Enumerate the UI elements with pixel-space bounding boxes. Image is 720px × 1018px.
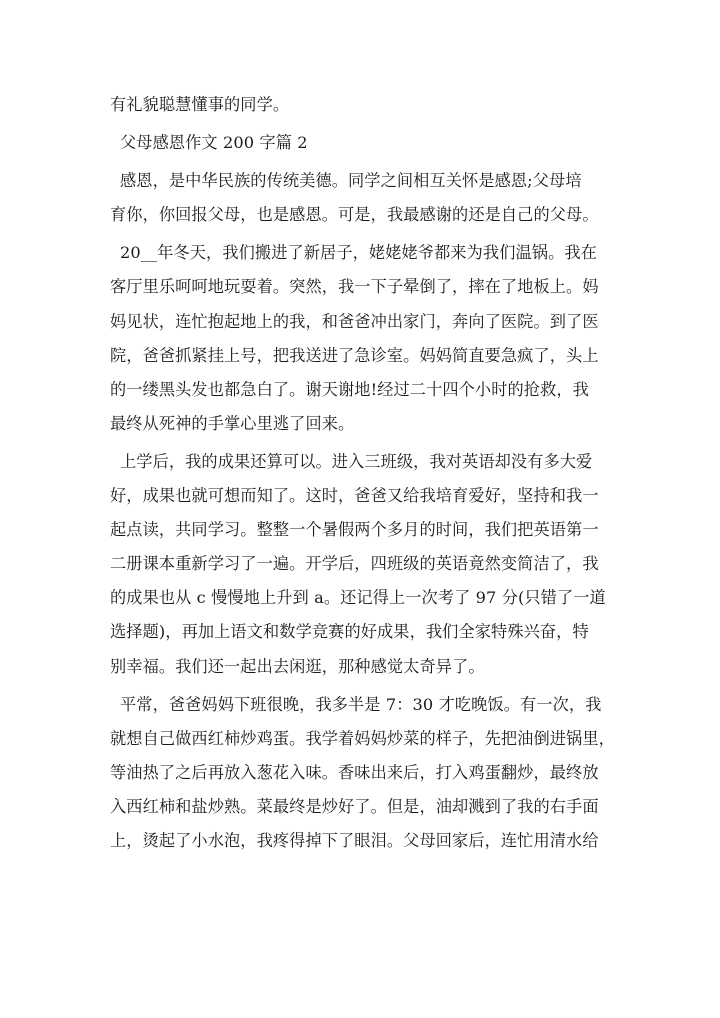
paragraph-line: 的成果也从 c 慢慢地上升到 a。还记得上一次考了 97 分(只错了一道 — [110, 588, 606, 608]
paragraph-school — [110, 445, 610, 684]
paragraph-line: 就想自己做西红柿炒鸡蛋。我学着妈妈炒菜的样子，先把油倒进锅里， — [110, 728, 615, 748]
paragraph-line: 育你，你回报父母，也是感恩。可是，我最感谢的还是自己的父母。 — [110, 205, 599, 225]
essay-heading: 父母感恩作文 200 字篇 2 — [120, 133, 308, 153]
paragraph-line: 二册课本重新学习了一遍。开学后，四班级的英语竟然变简洁了，我 — [110, 554, 599, 574]
paragraph-line: 的一缕黑头发也都急白了。谢天谢地!经过二十四个小时的抢救，我 — [110, 379, 589, 399]
paragraph-line: 感恩，是中华民族的传统美德。同学之间相互关怀是感恩;父母培 — [120, 171, 582, 191]
intro-line: 有礼貌聪慧懂事的同学。 — [110, 95, 290, 114]
paragraph-new-home — [110, 236, 610, 441]
paragraph-line: 别幸福。我们还一起出去闲逛，那种感觉太奇异了。 — [110, 656, 485, 676]
paragraph-line: 最终从死神的手掌心里逃了回来。 — [110, 413, 355, 433]
paragraph-line: 客厅里乐呵呵地玩耍着。突然，我一下子晕倒了，摔在了地板上。妈 — [110, 277, 599, 297]
paragraph-gratitude — [110, 164, 610, 232]
paragraph-line: 20__年冬天，我们搬进了新居子，姥姥姥爷都来为我们温锅。我在 — [120, 243, 597, 263]
essay-body — [110, 88, 615, 858]
paragraph-line: 等油热了之后再放入葱花入味。香味出来后，打入鸡蛋翻炒，最终放 — [110, 762, 599, 782]
paragraph-cooking — [110, 688, 615, 858]
paragraph-line: 起点读，共同学习。整整一个暑假两个多月的时间，我们把英语第一 — [110, 520, 599, 540]
paragraph-line: 平常，爸爸妈妈下班很晚，我多半是 7：30 才吃晚饭。有一次，我 — [120, 694, 602, 714]
paragraph-line: 上学后，我的成果还算可以。进入三班级，我对英语却没有多大爱 — [120, 451, 593, 471]
paragraph-line: 入西红柿和盐炒熟。菜最终是炒好了。但是，油却溅到了我的右手面 — [110, 796, 599, 816]
paragraph-line: 好，成果也就可想而知了。这时，爸爸又给我培育爱好，坚持和我一 — [110, 486, 599, 506]
paragraph-line: 上，烫起了小水泡，我疼得掉下了眼泪。父母回家后，连忙用清水给 — [110, 830, 599, 850]
paragraph-line: 院，爸爸抓紧挂上号，把我送进了急诊室。妈妈简直要急疯了，头上 — [110, 345, 599, 365]
paragraph-line: 妈见状，连忙抱起地上的我，和爸爸冲出家门，奔向了医院。到了医 — [110, 311, 599, 331]
paragraph-line: 选择题)，再加上语文和数学竞赛的好成果，我们全家特殊兴奋，特 — [110, 622, 589, 642]
